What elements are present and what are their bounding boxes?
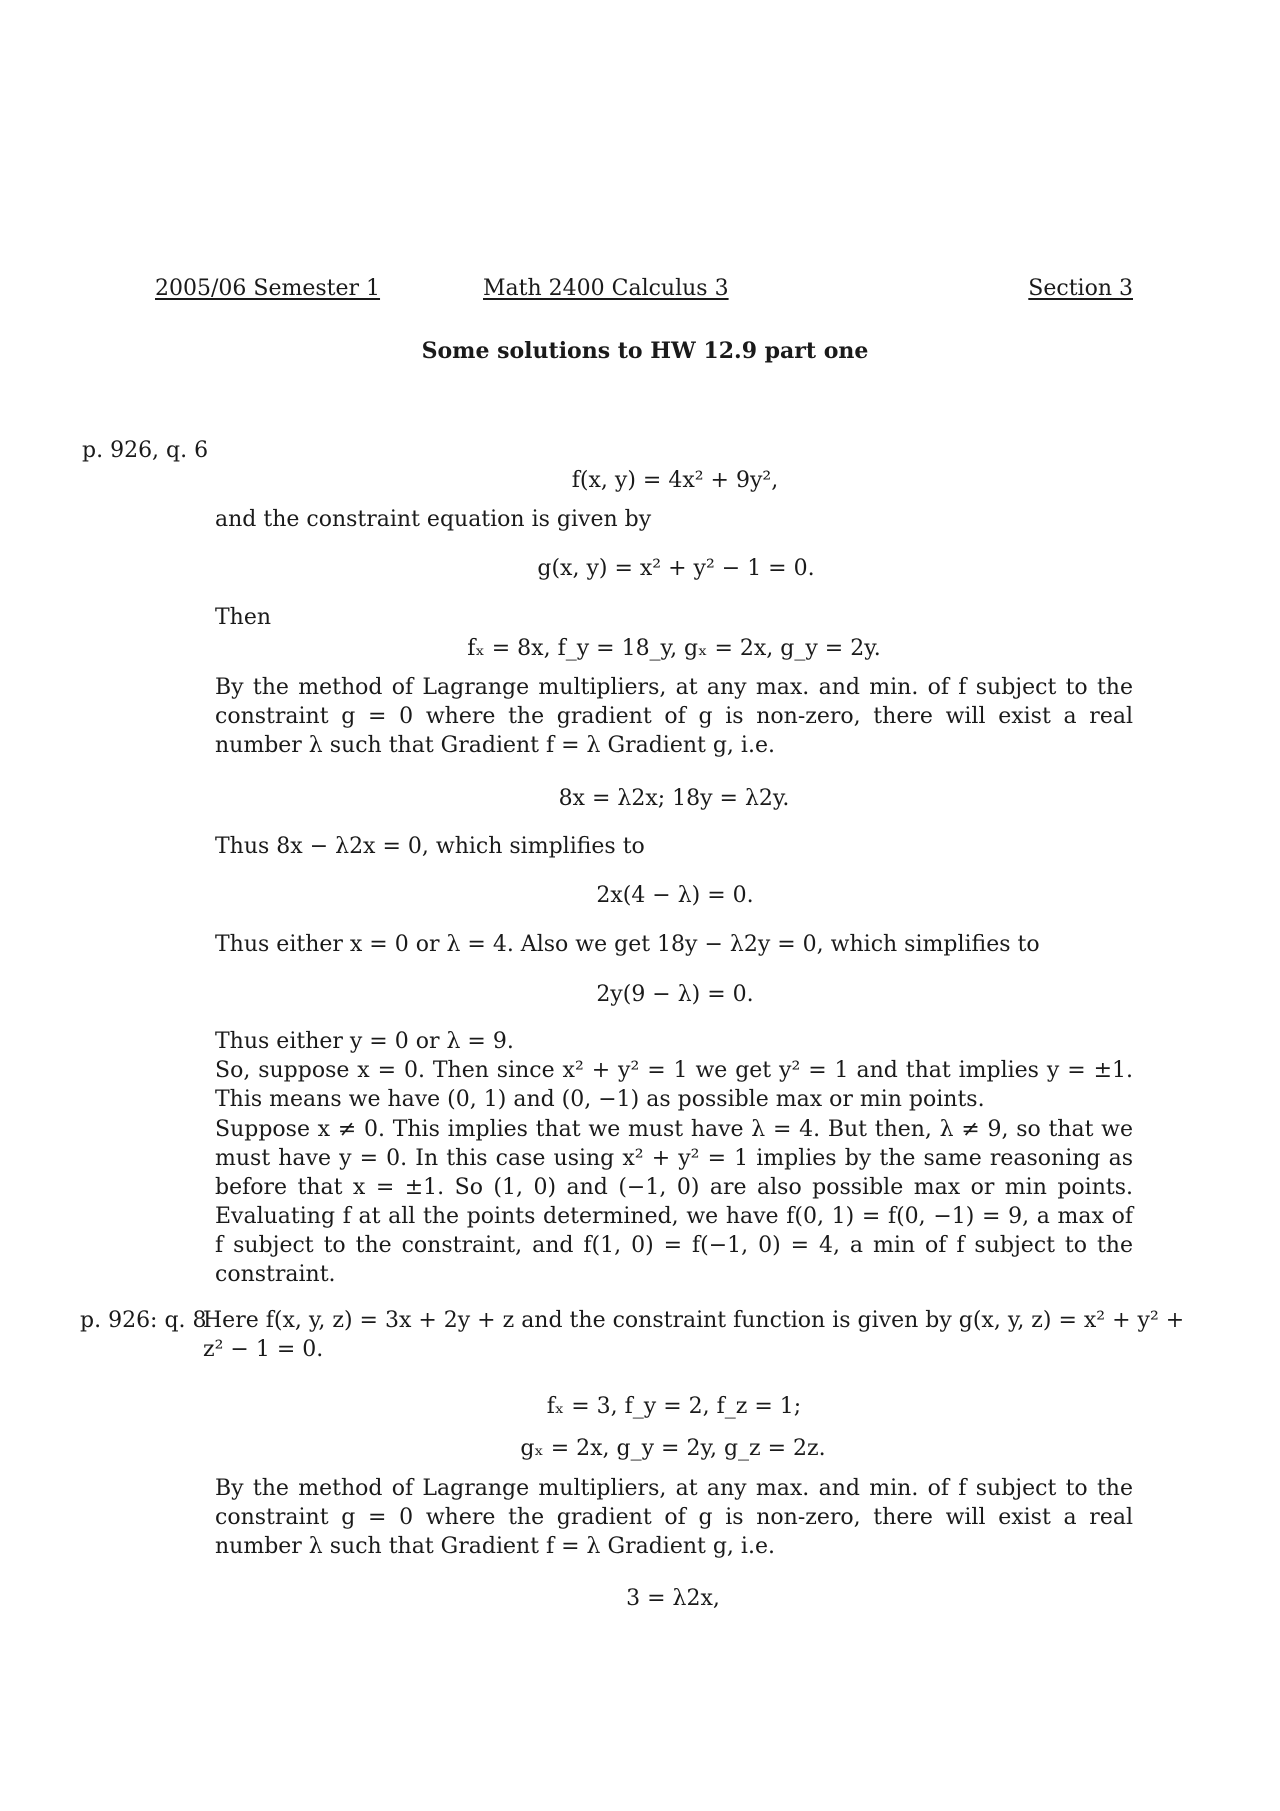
equation-g: g(x, y) = x² + y² − 1 = 0. <box>537 556 815 581</box>
first-lagrange-equation: 3 = λ2x, <box>626 1586 720 1611</box>
partials-f-equation: fₓ = 3, f_y = 2, f_z = 1; <box>546 1394 802 1419</box>
section-label: Section 3 <box>1028 276 1133 301</box>
simplified-equation-1: 2x(4 − λ) = 0. <box>596 883 754 908</box>
lagrange-paragraph-2: By the method of Lagrange multipliers, at any max. and min. of f subject to the constraint g = 0 where the gradient of g is non-zero, there will exist a real number λ such that Gradient f = λ Gradient g, i.e. <box>215 1476 1133 1559</box>
equation-f: f(x, y) = 4x² + 9y², <box>571 468 779 493</box>
problem2-intro-line2: z² − 1 = 0. <box>203 1337 324 1362</box>
then-text: Then <box>215 605 272 630</box>
thus-text-1: Thus 8x − λ2x = 0, which simplifies to <box>215 834 645 859</box>
lagrange-equation: 8x = λ2x; 18y = λ2y. <box>558 786 790 811</box>
conclusion-line-1: Thus either y = 0 or λ = 9. <box>215 1029 514 1054</box>
problem2-intro-line1: Here f(x, y, z) = 3x + 2y + z and the constraint function is given by g(x, y, z) = x² + y² + <box>203 1308 1185 1333</box>
problem1-label: p. 926, q. 6 <box>82 438 209 463</box>
course-label: Math 2400 Calculus 3 <box>483 276 729 301</box>
thus-text-2: Thus either x = 0 or λ = 4. Also we get 18y − λ2y = 0, which simplifies to <box>215 932 1040 957</box>
conclusion-paragraph-3: Suppose x ≠ 0. This implies that we must have λ = 4. But then, λ ≠ 9, so that we must have y = 0. In this case using x² + y² = 1 implies by the same reasoning as before that x = ±1. So (1, 0) and (−1, 0) are also possible max or min points. Evaluating f at all the points determined, we have f(0, 1) = f(0, −1) = 9, a max of f subject to the constraint, and f(1, 0) = f(−1, 0) = 4, a min of f subject to the constraint. <box>215 1117 1133 1287</box>
lagrange-paragraph: By the method of Lagrange multipliers, at any max. and min. of f subject to the constraint g = 0 where the gradient of g is non-zero, there will exist a real number λ such that Gradient f = λ Gradient g, i.e. <box>215 675 1133 758</box>
problem2-label: p. 926: q. 8 <box>80 1308 207 1333</box>
semester-label: 2005/06 Semester 1 <box>155 276 381 301</box>
simplified-equation-2: 2y(9 − λ) = 0. <box>596 982 754 1007</box>
partials-g-equation: gₓ = 2x, g_y = 2y, g_z = 2z. <box>520 1436 826 1461</box>
page-title: Some solutions to HW 12.9 part one <box>421 338 869 364</box>
conclusion-paragraph-2: So, suppose x = 0. Then since x² + y² = 1 we get y² = 1 and that implies y = ±1. This means we have (0, 1) and (0, −1) as possible max or min points. <box>215 1058 1133 1112</box>
constraint-intro: and the constraint equation is given by <box>215 507 652 532</box>
partials-equation: fₓ = 8x, f_y = 18_y, gₓ = 2x, g_y = 2y. <box>467 636 881 661</box>
